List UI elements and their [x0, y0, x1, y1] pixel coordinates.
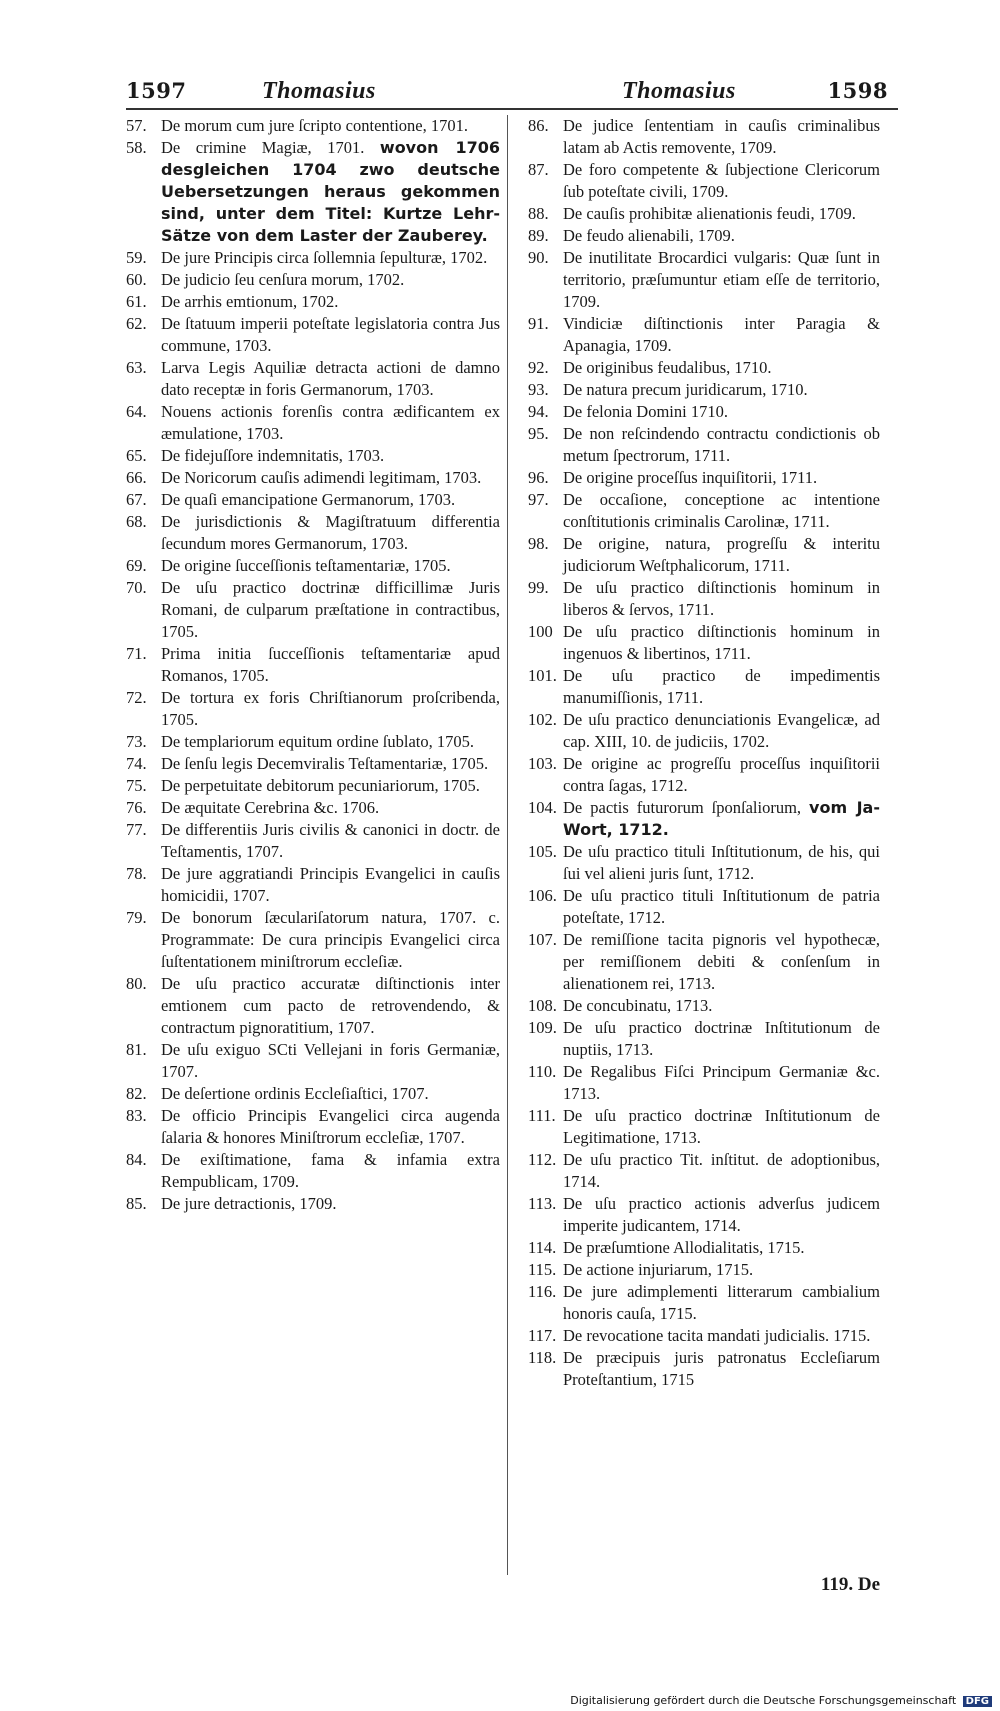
entry-number: 59. [126, 248, 147, 267]
catalog-entry [528, 1017, 880, 1061]
entry-title [563, 1017, 880, 1061]
entry-title [161, 401, 500, 445]
catalog-entry [126, 269, 500, 291]
entry-number: 106. [528, 886, 557, 905]
entry-text: De originibus feudalibus, 1710. [563, 358, 772, 377]
catalog-entry [126, 1039, 500, 1083]
entry-title [161, 1083, 500, 1105]
catalog-entry [126, 863, 500, 907]
catalog-entry [126, 445, 500, 467]
entry-number: 60. [126, 270, 147, 289]
entry-title [563, 489, 880, 533]
entry-number: 111. [528, 1106, 556, 1125]
entry-text: De inutilitate Brocardici vulgaris: Quæ ſunt in territorio, præſumuntur etiam eſſe de territorio, 1709. [563, 248, 880, 311]
entry-text: De uſu practico tituli Inſtitutionum, de his, qui ſui vel alieni juris ſunt, 1712. [563, 842, 880, 883]
entry-number: 77. [126, 820, 147, 839]
entry-title [563, 467, 880, 489]
entry-title [563, 401, 880, 423]
entry-number: 118. [528, 1348, 557, 1367]
entry-number: 70. [126, 578, 147, 597]
entry-title [161, 137, 500, 247]
entry-title [161, 687, 500, 731]
catalog-entry [528, 1105, 880, 1149]
entry-number: 98. [528, 534, 549, 553]
entry-number: 99. [528, 578, 549, 597]
catalog-entry [126, 1193, 500, 1215]
entry-number: 95. [528, 424, 549, 443]
entry-title [161, 819, 500, 863]
entry-number: 104. [528, 798, 557, 817]
entry-german-note: vom Ja-Wort, 1712. [563, 798, 880, 839]
catalog-entry [528, 577, 880, 621]
catalog-entry [126, 357, 500, 401]
catalog-entry [528, 1061, 880, 1105]
catalog-entry [528, 1347, 880, 1391]
entry-title [563, 1259, 880, 1281]
entry-text: De ſenſu legis Decemviralis Teſtamentariæ, 1705. [161, 754, 489, 773]
catalog-entry [528, 797, 880, 841]
entry-text: De ſtatuum imperii poteſtate legislatoria contra Jus commune, 1703. [161, 314, 500, 355]
entry-title [161, 291, 500, 313]
catalog-entry [528, 665, 880, 709]
entry-text: De crimine Magiæ, 1701. [161, 138, 365, 157]
catalog-entry [528, 467, 880, 489]
running-title-right: Thomasius [622, 78, 736, 104]
catalog-entry [528, 1325, 880, 1347]
entry-number: 74. [126, 754, 147, 773]
catalog-entry [528, 753, 880, 797]
entry-number: 103. [528, 754, 557, 773]
entry-number: 62. [126, 314, 147, 333]
entry-title [563, 797, 880, 841]
entry-number: 75. [126, 776, 147, 795]
entry-title [563, 577, 880, 621]
entry-text: De uſu practico accuratæ diſtinctionis inter emtionem cum pacto de retrovendendo, & contractum pignoratitium, 1707. [161, 974, 500, 1037]
entry-title [563, 313, 880, 357]
entry-title [563, 1347, 880, 1391]
entry-title [563, 247, 880, 313]
entry-text: De pactis futurorum ſponſaliorum, [563, 798, 802, 817]
entry-text: De uſu practico tituli Inſtitutionum de patria poteſtate, 1712. [563, 886, 880, 927]
catalog-entry [528, 159, 880, 203]
entry-title [563, 1105, 880, 1149]
entry-text: De officio Principis Evangelici circa augenda ſalaria & honores Miniſtrorum eccleſiæ, 1707. [161, 1106, 500, 1147]
entry-number: 58. [126, 138, 147, 157]
entry-number: 82. [126, 1084, 147, 1103]
entry-text: De uſu practico Tit. inſtitut. de adoptionibus, 1714. [563, 1150, 880, 1191]
entry-text: De foro competente & ſubjectione Clericorum ſub poteſtate civili, 1709. [563, 160, 880, 201]
entry-text: De jure detractionis, 1709. [161, 1194, 337, 1213]
entry-number: 113. [528, 1194, 557, 1213]
entry-title [563, 533, 880, 577]
entry-title [563, 1149, 880, 1193]
entry-number: 110. [528, 1062, 557, 1081]
entry-title [563, 203, 880, 225]
entry-number: 89. [528, 226, 549, 245]
entry-number: 81. [126, 1040, 147, 1059]
entry-number: 76. [126, 798, 147, 817]
entry-title [563, 995, 880, 1017]
entry-text: De origine ac progreſſu proceſſus inquiſitorii contra ſagas, 1712. [563, 754, 880, 795]
dfg-logo-icon: DFG [963, 1696, 992, 1707]
running-title-left: Thomasius [262, 78, 376, 104]
entry-title [563, 357, 880, 379]
entry-text: De judicio ſeu cenſura morum, 1702. [161, 270, 405, 289]
entry-text: De uſu practico doctrinæ difficillimæ Juris Romani, de culparum præſtatione in contractibus, 1705. [161, 578, 500, 641]
catalog-entry [528, 995, 880, 1017]
catalog-entry [126, 1083, 500, 1105]
entry-text: De quaſi emancipatione Germanorum, 1703. [161, 490, 456, 509]
catalog-entry [528, 401, 880, 423]
entry-number: 67. [126, 490, 147, 509]
catalog-entry [126, 401, 500, 445]
catalog-entry [126, 137, 500, 247]
catalog-entry [528, 1193, 880, 1237]
entry-title [161, 467, 500, 489]
entry-text: De templariorum equitum ordine ſublato, 1705. [161, 732, 474, 751]
entry-number: 100 [528, 622, 553, 641]
entry-number: 92. [528, 358, 549, 377]
entry-title [161, 1105, 500, 1149]
entry-text: De jure aggratiandi Principis Evangelici in cauſis homicidii, 1707. [161, 864, 500, 905]
entry-title [161, 731, 500, 753]
entry-text: De uſu practico diſtinctionis hominum in ingenuos & libertinos, 1711. [563, 622, 880, 663]
entry-text: De origine proceſſus inquiſitorii, 1711. [563, 468, 818, 487]
entry-number: 93. [528, 380, 549, 399]
catalog-entry [126, 489, 500, 511]
entry-number: 109. [528, 1018, 557, 1037]
entry-text: De fidejuſſore indemnitatis, 1703. [161, 446, 385, 465]
left-column [126, 115, 500, 1215]
catchword: 119. De [820, 1574, 880, 1595]
entry-title [161, 1193, 500, 1215]
catalog-entry [126, 577, 500, 643]
header-rule [126, 108, 898, 110]
entry-title [161, 1149, 500, 1193]
catalog-entry [126, 819, 500, 863]
catalog-entry [126, 1105, 500, 1149]
entry-text: De uſu practico de impedimentis manumiſſionis, 1711. [563, 666, 880, 707]
entry-text: De occaſione, conceptione ac intentione conſtitutionis criminalis Carolinæ, 1711. [563, 490, 880, 531]
catalog-entry [126, 643, 500, 687]
entry-text: De jure Principis circa ſollemnia ſepulturæ, 1702. [161, 248, 488, 267]
entry-text: De arrhis emtionum, 1702. [161, 292, 339, 311]
catalog-entry [528, 621, 880, 665]
entry-text: De origine ſucceſſionis teſtamentariæ, 1705. [161, 556, 451, 575]
entry-text: Prima initia ſucceſſionis teſtamentariæ apud Romanos, 1705. [161, 644, 500, 685]
entry-number: 85. [126, 1194, 147, 1213]
entry-text: De perpetuitate debitorum pecuniariorum, 1705. [161, 776, 480, 795]
catalog-entry [528, 489, 880, 533]
entry-number: 71. [126, 644, 147, 663]
entry-number: 57. [126, 116, 147, 135]
entry-number: 88. [528, 204, 549, 223]
entry-title [563, 1061, 880, 1105]
catalog-entry [528, 929, 880, 995]
entry-title [161, 577, 500, 643]
entry-title [161, 907, 500, 973]
entry-text: De natura precum juridicarum, 1710. [563, 380, 808, 399]
entry-text: De non reſcindendo contractu condictionis ob metum ſpectrorum, 1711. [563, 424, 880, 465]
entry-number: 83. [126, 1106, 147, 1125]
catalog-entry [126, 467, 500, 489]
digitization-footer [570, 1694, 992, 1707]
entry-number: 94. [528, 402, 549, 421]
entry-number: 108. [528, 996, 557, 1015]
entry-number: 115. [528, 1260, 557, 1279]
entry-text: De tortura ex foris Chriſtianorum proſcribenda, 1705. [161, 688, 500, 729]
catalog-entry [528, 379, 880, 401]
catalog-entry [528, 841, 880, 885]
entry-text: De uſu practico doctrinæ Inſtitutionum de nuptiis, 1713. [563, 1018, 880, 1059]
entry-text: De jure adimplementi litterarum cambialium honoris cauſa, 1715. [563, 1282, 880, 1323]
catalog-entry [528, 709, 880, 753]
entry-text: De Regalibus Fiſci Principum Germaniæ &c. 1713. [563, 1062, 880, 1103]
entry-number: 91. [528, 314, 549, 333]
catalog-entry [528, 225, 880, 247]
entry-number: 114. [528, 1238, 557, 1257]
entry-title [563, 885, 880, 929]
entry-text: De uſu practico actionis adverſus judicem imperite judicantem, 1714. [563, 1194, 880, 1235]
entry-title [563, 929, 880, 995]
entry-number: 96. [528, 468, 549, 487]
entry-number: 72. [126, 688, 147, 707]
entry-title [563, 159, 880, 203]
entry-title [161, 555, 500, 577]
entry-title [563, 753, 880, 797]
entry-title [161, 753, 500, 775]
entry-title [161, 797, 500, 819]
catalog-entry [126, 775, 500, 797]
catalog-entry [126, 731, 500, 753]
entry-title [563, 423, 880, 467]
catalog-entry [528, 1237, 880, 1259]
entry-number: 84. [126, 1150, 147, 1169]
entry-number: 69. [126, 556, 147, 575]
entry-number: 107. [528, 930, 557, 949]
entry-number: 116. [528, 1282, 557, 1301]
entry-title [161, 643, 500, 687]
entry-text: De uſu practico doctrinæ Inſtitutionum de Legitimatione, 1713. [563, 1106, 880, 1147]
entry-title [563, 841, 880, 885]
entry-text: De æquitate Cerebrina &c. 1706. [161, 798, 380, 817]
entry-number: 79. [126, 908, 147, 927]
entry-number: 65. [126, 446, 147, 465]
entry-text: De deſertione ordinis Eccleſiaſtici, 1707. [161, 1084, 429, 1103]
entry-text: De actione injuriarum, 1715. [563, 1260, 754, 1279]
catalog-entry [126, 797, 500, 819]
entry-title [161, 115, 500, 137]
entry-number: 73. [126, 732, 147, 751]
catalog-entry [528, 1281, 880, 1325]
entry-title [563, 709, 880, 753]
right-column [528, 115, 880, 1391]
catalog-entry [126, 291, 500, 313]
catalog-entry [126, 115, 500, 137]
catalog-entry [528, 115, 880, 159]
entry-text: De morum cum jure ſcripto contentione, 1701. [161, 116, 469, 135]
catalog-entry [126, 973, 500, 1039]
entry-title [563, 665, 880, 709]
catalog-entry [528, 1259, 880, 1281]
entry-title [161, 511, 500, 555]
entry-title [563, 1325, 880, 1347]
catalog-entry [528, 533, 880, 577]
entry-text: De feudo alienabili, 1709. [563, 226, 735, 245]
entry-title [161, 357, 500, 401]
entry-text: De uſu exiguo SCti Vellejani in foris Germaniæ, 1707. [161, 1040, 500, 1081]
entry-number: 97. [528, 490, 549, 509]
catalog-entry [126, 247, 500, 269]
entry-text: Vindiciæ diſtinctionis inter Paragia & Apanagia, 1709. [563, 314, 880, 355]
entry-text: De præſumtione Allodialitatis, 1715. [563, 1238, 805, 1257]
catalog-entry [528, 313, 880, 357]
entry-text: De differentiis Juris civilis & canonici in doctr. de Teſtamentis, 1707. [161, 820, 500, 861]
entry-title [161, 247, 500, 269]
catalog-entry [528, 423, 880, 467]
entry-number: 78. [126, 864, 147, 883]
entry-german-note: wovon 1706 desgleichen 1704 zwo deutsche Uebersetzungen heraus gekommen sind, unter dem Titel: Kurtze Lehr-Sätze von dem Laster der Zauberey. [161, 138, 501, 245]
entry-text: De uſu practico diſtinctionis hominum in liberos & ſervos, 1711. [563, 578, 880, 619]
page-number-left: 1597 [126, 78, 187, 103]
entry-title [161, 313, 500, 357]
entry-text: De exiſtimatione, fama & infamia extra Rempublicam, 1709. [161, 1150, 500, 1191]
entry-title [563, 115, 880, 159]
entry-number: 64. [126, 402, 147, 421]
entry-text: De felonia Domini 1710. [563, 402, 728, 421]
entry-text: De bonorum ſæculariſatorum natura, 1707. c. Programmate: De cura principis Evangelici circa ſuſtentationem miniſtrorum eccleſiæ. [161, 908, 500, 971]
entry-number: 61. [126, 292, 147, 311]
entry-title [161, 445, 500, 467]
entry-number: 101. [528, 666, 557, 685]
entry-text: De judice ſententiam in cauſis criminalibus latam ab Actis removente, 1709. [563, 116, 880, 157]
entry-title [161, 489, 500, 511]
entry-title [563, 621, 880, 665]
catalog-entry [126, 555, 500, 577]
entry-title [563, 225, 880, 247]
catalog-entry [126, 753, 500, 775]
entry-title [563, 1193, 880, 1237]
entry-number: 87. [528, 160, 549, 179]
entry-text: Nouens actionis forenſis contra ædificantem ex æmulatione, 1703. [161, 402, 500, 443]
entry-text: De cauſis prohibitæ alienationis feudi, 1709. [563, 204, 856, 223]
entry-title [161, 775, 500, 797]
entry-text: Larva Legis Aquiliæ detracta actioni de damno dato receptæ in foris Germanorum, 1703. [161, 358, 500, 399]
entry-number: 86. [528, 116, 549, 135]
entry-number: 63. [126, 358, 147, 377]
entry-text: De concubinatu, 1713. [563, 996, 713, 1015]
entry-title [161, 269, 500, 291]
entry-text: De præcipuis juris patronatus Eccleſiarum Proteſtantium, 1715 [563, 1348, 880, 1389]
entry-text: De Noricorum cauſis adimendi legitimam, 1703. [161, 468, 482, 487]
catalog-entry [528, 885, 880, 929]
catalog-entry [126, 1149, 500, 1193]
catalog-entry [528, 357, 880, 379]
entry-title [161, 1039, 500, 1083]
catalog-entry [528, 1149, 880, 1193]
entry-number: 90. [528, 248, 549, 267]
catalog-entry [126, 907, 500, 973]
entry-number: 117. [528, 1326, 557, 1345]
column-divider [507, 115, 508, 1575]
catalog-entry [528, 247, 880, 313]
entry-number: 68. [126, 512, 147, 531]
entry-text: De revocatione tacita mandati judicialis. 1715. [563, 1326, 871, 1345]
entry-text: De origine, natura, progreſſu & interitu judiciorum Weſtphalicorum, 1711. [563, 534, 880, 575]
entry-number: 102. [528, 710, 557, 729]
entry-number: 80. [126, 974, 147, 993]
footer-text: Digitalisierung gefördert durch die Deutsche Forschungsgemeinschaft [570, 1694, 957, 1707]
entry-title [563, 1281, 880, 1325]
entry-text: De remiſſione tacita pignoris vel hypothecæ, per remiſſionem debiti & conſenſum in alienationem rei, 1713. [563, 930, 880, 993]
entry-title [161, 973, 500, 1039]
entry-title [161, 863, 500, 907]
entry-title [563, 1237, 880, 1259]
entry-number: 112. [528, 1150, 557, 1169]
entry-text: De uſu practico denunciationis Evangelicæ, ad cap. XIII, 10. de judiciis, 1702. [563, 710, 880, 751]
catalog-entry [528, 203, 880, 225]
page-number-right: 1598 [827, 78, 888, 103]
catalog-entry [126, 687, 500, 731]
entry-number: 105. [528, 842, 557, 861]
entry-number: 66. [126, 468, 147, 487]
entry-title [563, 379, 880, 401]
catalog-entry [126, 313, 500, 357]
catalog-entry [126, 511, 500, 555]
entry-text: De jurisdictionis & Magiſtratuum differentia ſecundum mores Germanorum, 1703. [161, 512, 500, 553]
